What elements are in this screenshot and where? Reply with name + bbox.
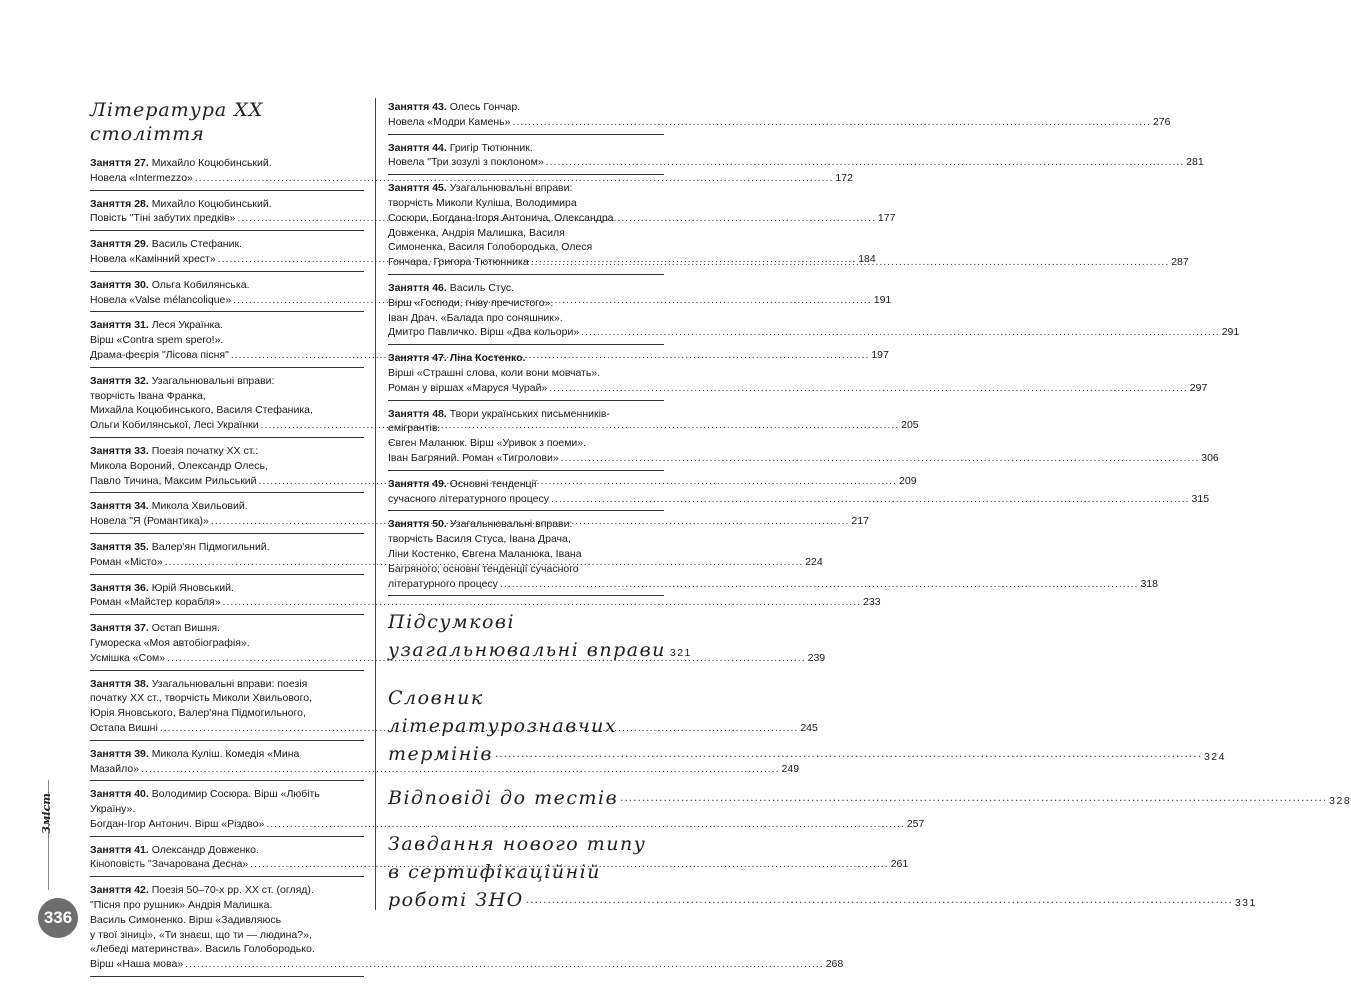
section-title: Література XX століття xyxy=(90,99,264,145)
toc-entry-text xyxy=(388,577,498,592)
toc-entry-text xyxy=(90,389,206,404)
lesson-number: Заняття 29. xyxy=(90,238,149,251)
lesson-title: Ольга Кобилянська. xyxy=(148,278,250,291)
lesson-title: Мазайло» xyxy=(90,762,140,775)
final-section-title: Завдання нового типу xyxy=(388,833,647,856)
toc-entry-line xyxy=(90,540,364,555)
toc-entry-line xyxy=(90,802,364,817)
page-ref: 291 xyxy=(1221,326,1240,339)
lesson-title: літературного процесу xyxy=(388,577,498,590)
final-section[interactable] xyxy=(388,784,1351,818)
lesson-title: у твої зіниці», «Ти знаєш, що ти — людина?», xyxy=(90,928,312,941)
toc-entry-text xyxy=(90,651,165,666)
toc-entry-line xyxy=(388,100,664,115)
lesson-title: Роман «Майстер корабля» xyxy=(90,596,221,609)
toc-entry-text xyxy=(90,817,264,832)
dot-leader xyxy=(546,155,1185,170)
toc-entry-line xyxy=(388,492,1210,507)
toc-entry-text xyxy=(90,374,274,389)
lesson-title: Григір Тютюнник. xyxy=(446,141,533,154)
page-ref: 297 xyxy=(1189,381,1208,394)
toc-entry-line xyxy=(90,459,364,474)
toc-entry-line xyxy=(388,477,664,492)
toc-entry-line xyxy=(388,517,664,532)
final-section-title: літературознавчих xyxy=(388,715,618,738)
final-section-line xyxy=(388,830,664,858)
dot-leader xyxy=(531,255,1170,270)
toc-entry-text xyxy=(90,942,315,957)
final-section-line xyxy=(388,636,692,670)
lesson-title: Сосюри, Богдана-Ігоря Антонича, Олександра xyxy=(388,211,614,224)
lesson-title: Роман «Місто» xyxy=(90,555,163,568)
dot-leader xyxy=(495,740,1202,768)
toc-entry-line xyxy=(90,389,364,404)
toc-entry-text xyxy=(90,348,229,363)
toc-entry-text xyxy=(388,381,547,396)
page-ref: 287 xyxy=(1171,256,1189,269)
toc-entry-line xyxy=(90,691,364,706)
lesson-title: Василь Стус. xyxy=(446,281,515,294)
lesson-number: Заняття 41. xyxy=(90,843,149,856)
toc-entry-line xyxy=(388,366,664,381)
toc-entry-line xyxy=(90,957,844,972)
toc-entry-line xyxy=(388,351,664,366)
lesson-number: Заняття 32. xyxy=(90,374,149,387)
toc-entry-text xyxy=(388,436,586,451)
toc-entry-line xyxy=(388,311,664,326)
page-ref: 209 xyxy=(899,474,917,487)
page-ref: 276 xyxy=(1152,115,1171,128)
toc-entry-line xyxy=(90,156,364,171)
dot-leader xyxy=(581,325,1220,340)
toc-entry-text xyxy=(90,459,268,474)
toc-entry-line xyxy=(388,155,1204,170)
lesson-title: Остапа Вишні xyxy=(90,721,158,734)
toc-entry-line xyxy=(388,281,664,296)
toc-entry-line xyxy=(388,296,664,311)
toc-entry-text xyxy=(90,237,242,252)
toc-entry-text xyxy=(90,581,234,596)
toc-entry-line xyxy=(90,444,364,459)
toc-entry-text xyxy=(388,547,582,562)
lesson-number: Заняття 46. xyxy=(388,281,447,294)
toc-entry-text xyxy=(90,197,272,212)
toc-entry-text xyxy=(90,514,209,529)
lesson-number: Заняття 33. xyxy=(90,444,149,457)
toc-entry-text xyxy=(90,857,248,872)
toc-entry-text xyxy=(90,706,306,721)
lesson-number: Заняття 49. xyxy=(388,477,447,490)
lesson-title: Узагальнювальні вправи: поезія xyxy=(148,677,308,690)
toc-entry-text xyxy=(90,293,231,308)
toc-entry-line xyxy=(90,857,909,872)
toc-entry-line xyxy=(388,211,664,226)
toc-entry-text xyxy=(90,898,272,913)
final-section-line xyxy=(388,608,664,636)
lesson-title: Євген Маланюк. Вірш «Уривок з поеми». xyxy=(388,437,587,450)
toc-entry-text xyxy=(388,181,572,196)
toc-entry-text xyxy=(388,477,537,492)
toc-entry-text xyxy=(90,211,235,226)
toc-entry-text xyxy=(388,325,579,340)
toc-entry-line xyxy=(90,581,364,596)
toc-entry-text xyxy=(388,115,510,130)
page-ref: 324 xyxy=(1203,751,1226,764)
toc-entry-text xyxy=(90,928,312,943)
lesson-number: Заняття 38. xyxy=(90,677,149,690)
lesson-title: Василь Стефаник. xyxy=(148,238,242,251)
page-ref: 224 xyxy=(805,555,823,568)
toc-entry-line xyxy=(90,942,364,957)
lesson-title: Україну». xyxy=(90,803,136,816)
toc-entry-line xyxy=(90,595,881,610)
toc-entry-line xyxy=(90,747,364,762)
toc-entry-line xyxy=(388,141,664,156)
toc-entry-line xyxy=(388,532,664,547)
toc-entry-text xyxy=(90,540,270,555)
lesson-title: емігрантів. xyxy=(388,422,441,435)
toc-entry-text xyxy=(90,418,259,433)
toc-entry-text xyxy=(388,532,571,547)
dot-leader xyxy=(500,577,1139,592)
toc-entry-text xyxy=(90,802,135,817)
page-ref: 184 xyxy=(858,252,876,265)
page-ref: 321 xyxy=(669,647,692,660)
page-ref: 245 xyxy=(800,721,818,734)
final-section-title: Словник xyxy=(388,687,484,710)
lesson-title: Гумореска «Моя автобіографія». xyxy=(90,636,250,649)
lesson-title: «Лебеді материнства». Василь Голобородько. xyxy=(90,943,315,956)
toc-entry-text xyxy=(388,211,614,226)
lesson-title: Ліни Костенко, Євгена Маланюка, Івана xyxy=(388,547,582,560)
toc-entry-line xyxy=(388,451,1219,466)
toc-entry-line xyxy=(90,677,364,692)
toc-entry-text xyxy=(388,407,610,422)
page-ref: 233 xyxy=(863,596,881,609)
side-label: Зміст xyxy=(40,793,53,834)
lesson-title: Микола Хвильовий. xyxy=(148,500,248,513)
lesson-number: Заняття 31. xyxy=(90,319,149,332)
toc-entry-line xyxy=(90,913,364,928)
page-ref: 331 xyxy=(1234,897,1257,910)
lesson-title: Новела "Три зозулі з поклоном» xyxy=(388,156,544,169)
toc-entry[interactable] xyxy=(388,139,1204,176)
toc-entry-text xyxy=(90,595,221,610)
toc-entry-text xyxy=(388,451,559,466)
toc-entry-text xyxy=(90,252,216,267)
toc-entry-line xyxy=(388,436,664,451)
toc-entry-text xyxy=(90,333,223,348)
toc-entry-text xyxy=(90,156,272,171)
toc-entry-text xyxy=(388,100,520,115)
page-ref: 177 xyxy=(877,212,896,225)
lesson-title: Олесь Гончар. xyxy=(446,101,521,113)
final-section-title: роботі ЗНО xyxy=(388,889,524,912)
page-ref: 315 xyxy=(1191,492,1210,505)
lesson-title: Іван Драч. «Балада про соняшник». xyxy=(388,311,563,324)
dot-leader xyxy=(561,451,1200,466)
lesson-title: Довженка, Андрія Малишка, Василя xyxy=(388,226,565,239)
toc-entry-text xyxy=(90,474,257,489)
lesson-number: Заняття 39. xyxy=(90,747,149,760)
page-ref: 172 xyxy=(835,171,853,184)
lesson-title: Новела "Я (Романтика)» xyxy=(90,515,209,528)
toc-entry-text xyxy=(90,957,183,972)
page-ref: 261 xyxy=(890,858,909,871)
toc-entry-line xyxy=(90,499,364,514)
lesson-title: творчість Василя Стуса, Івана Драча, xyxy=(388,533,571,546)
lesson-title: Юрія Яновського, Валер'яна Підмогильного, xyxy=(90,707,306,720)
toc-entry-text xyxy=(388,351,525,366)
toc-entry-text xyxy=(388,366,600,381)
lesson-title: Володимир Сосюра. Вірш «Любіть xyxy=(148,788,320,801)
lesson-title: "Пісня про рушник» Андрія Малишка. xyxy=(90,899,273,912)
lesson-number: Заняття 37. xyxy=(90,622,149,635)
lesson-number: Заняття 30. xyxy=(90,278,149,291)
dot-leader xyxy=(185,957,824,972)
lesson-number: Заняття 44. xyxy=(388,141,447,154)
final-section[interactable] xyxy=(388,608,692,670)
lesson-title: Леся Українка. xyxy=(148,319,224,332)
lesson-title: Павло Тичина, Максим Рильський xyxy=(90,474,257,487)
lesson-number: Заняття 48. xyxy=(388,407,447,420)
toc-entry-text xyxy=(90,787,320,802)
lesson-title: Новела «Камінний хрест» xyxy=(90,252,216,265)
toc-entry-line xyxy=(90,278,364,293)
lesson-title: Микола Вороний, Олександр Олесь, xyxy=(90,459,268,472)
page-number-badge: 336 xyxy=(38,898,78,938)
toc-entry-line xyxy=(388,407,664,422)
toc-entry-text xyxy=(90,677,307,692)
lesson-title: Михайло Коцюбинський. xyxy=(148,157,272,169)
toc-entry-text xyxy=(388,226,565,241)
lesson-title: Вірш «Господи, гніву пречистого». xyxy=(388,296,554,309)
toc-entry-text xyxy=(388,240,592,255)
toc-entry-line xyxy=(90,898,364,913)
final-section-title: Підсумкові xyxy=(388,611,516,634)
lesson-number: Заняття 45. xyxy=(388,182,447,195)
final-section-line xyxy=(388,684,664,712)
toc-entry-text xyxy=(388,421,440,436)
lesson-title: Валер'ян Підмогильний. xyxy=(148,540,270,553)
final-section-line xyxy=(388,712,664,740)
final-section-line xyxy=(388,858,664,886)
lesson-title: Гончара, Григора Тютюнника xyxy=(388,256,529,269)
lesson-title: Основні тенденції xyxy=(446,477,537,490)
toc-entry-line xyxy=(90,843,364,858)
page-ref: 249 xyxy=(781,762,800,775)
toc-entry[interactable] xyxy=(388,98,1171,135)
lesson-title: Вірш «Contra spem spero!». xyxy=(90,334,224,347)
lesson-title: Поезія 50–70-х рр. XX ст. (огляд). xyxy=(148,884,314,897)
lesson-title: Михайла Коцюбинського, Василя Стефаника, xyxy=(90,404,313,417)
dot-leader xyxy=(526,886,1233,914)
lesson-title: Новела «Модри Камень» xyxy=(388,115,511,128)
lesson-title: Узагальнювальні вправи: xyxy=(446,182,573,195)
lesson-title: Богдан-Ігор Антонич. Вірш «Різдво» xyxy=(90,817,265,830)
dot-leader xyxy=(549,381,1188,396)
page-ref: 191 xyxy=(873,293,892,306)
lesson-title: Новела «Intermezzo» xyxy=(90,171,193,184)
final-section-line xyxy=(388,886,1257,920)
lesson-title: Юрій Яновський. xyxy=(148,581,234,594)
lesson-number: Заняття 43. xyxy=(388,101,447,113)
toc-entry-text xyxy=(90,621,220,636)
lesson-number: Заняття 36. xyxy=(90,581,149,594)
lesson-title: Михайло Коцюбинський. xyxy=(148,197,272,210)
page-ref: 318 xyxy=(1140,577,1158,590)
toc-entry-line xyxy=(90,333,364,348)
lesson-number: Заняття 50. xyxy=(388,518,447,531)
toc-entry-line xyxy=(388,226,664,241)
toc-entry-line xyxy=(90,817,925,832)
toc-entry-line xyxy=(90,706,364,721)
toc-entry-text xyxy=(388,517,572,532)
lesson-title: сучасного літературного процесу xyxy=(388,492,549,505)
toc-entry-text xyxy=(388,296,553,311)
page-ref: 328 xyxy=(1329,795,1351,808)
toc-entry-line xyxy=(388,547,664,562)
toc-entry-text xyxy=(388,196,577,211)
toc-entry-line xyxy=(90,762,800,777)
lesson-title: Кіноповість "Зачарована Десна» xyxy=(90,858,249,871)
dot-leader xyxy=(620,784,1327,812)
page-ref: 217 xyxy=(851,515,869,528)
lesson-title: Остап Вишня. xyxy=(148,622,220,635)
lesson-title: Усмішка «Сом» xyxy=(90,651,166,664)
toc-entry-text xyxy=(90,444,258,459)
toc-entry-text xyxy=(90,278,249,293)
lesson-number: Заняття 35. xyxy=(90,540,149,553)
toc-entry-line xyxy=(388,381,1208,396)
final-section-title: термінів xyxy=(388,743,493,766)
lesson-number: Заняття 47. Ліна Костенко. xyxy=(388,352,526,365)
toc-entry-line xyxy=(90,197,364,212)
toc-entry-text xyxy=(90,171,193,186)
toc-entry-text xyxy=(90,843,259,858)
toc-entry-text xyxy=(388,562,579,577)
toc-entry-text xyxy=(388,281,514,296)
page-ref: 197 xyxy=(871,348,889,361)
page-ref: 205 xyxy=(901,419,919,432)
toc-entry-text xyxy=(90,403,313,418)
toc-entry-line xyxy=(90,171,853,186)
toc-entry-text xyxy=(90,747,299,762)
final-section-title: в сертифікаційній xyxy=(388,861,601,884)
dot-leader xyxy=(512,115,1151,130)
page-ref: 306 xyxy=(1201,451,1219,464)
lesson-title: Узагальнювальні вправи: xyxy=(446,518,573,531)
lesson-number: Заняття 28. xyxy=(90,197,149,210)
toc-entry-text xyxy=(90,555,163,570)
lesson-number: Заняття 40. xyxy=(90,788,149,801)
lesson-title: Поезія початку XX ст.: xyxy=(148,444,259,457)
toc-entry-line xyxy=(90,621,364,636)
lesson-title: Твори українських письменників- xyxy=(446,407,610,420)
toc-entry-line xyxy=(388,240,664,255)
lesson-number: Заняття 42. xyxy=(90,884,149,897)
lesson-title: Повість "Тіні забутих предків» xyxy=(90,212,236,225)
toc-entry-text xyxy=(388,141,533,156)
lesson-title: творчість Івана Франка, xyxy=(90,389,206,402)
final-section-line xyxy=(388,784,1351,818)
toc-entry-text xyxy=(90,883,314,898)
toc-entry-text xyxy=(90,691,312,706)
toc-entry-line xyxy=(90,787,364,802)
toc-entry-line xyxy=(388,115,1171,130)
toc-entry-line xyxy=(388,181,664,196)
final-section-title: узагальнювальні вправи xyxy=(388,639,666,662)
toc-entry-line xyxy=(90,403,364,418)
toc-entry-line xyxy=(388,196,664,211)
toc-entry-line xyxy=(90,318,364,333)
toc-entry-line xyxy=(388,562,664,577)
lesson-title: Вірш «Наша мова» xyxy=(90,958,184,971)
toc-entry-text xyxy=(388,311,563,326)
toc-entry-line xyxy=(90,374,364,389)
toc-entry-text xyxy=(90,636,250,651)
lesson-title: Іван Багряний. Роман «Тигролови» xyxy=(388,451,559,464)
toc-entry-text xyxy=(90,318,223,333)
toc-entry-line xyxy=(90,883,364,898)
toc-entry-text xyxy=(388,492,549,507)
lesson-title: Микола Куліш. Комедія «Мина xyxy=(148,747,300,760)
lesson-title: Драма-феєрія "Лісова пісня" xyxy=(90,348,229,361)
lesson-title: Новела «Valse mélancolique» xyxy=(90,293,232,306)
page-ref: 281 xyxy=(1186,156,1204,169)
lesson-title: Узагальнювальні вправи: xyxy=(148,374,275,387)
toc-entry-text xyxy=(90,762,139,777)
toc-entry-text xyxy=(90,721,158,736)
lesson-title: Василь Симоненко. Вірш «Задивляюсь xyxy=(90,913,282,926)
toc-entry-line xyxy=(388,577,1158,592)
lesson-title: Олександр Довженко. xyxy=(148,843,259,856)
toc-entry-line xyxy=(90,636,364,651)
toc-entry-text xyxy=(388,155,544,170)
lesson-title: Вірші «Страшні слова, коли вони мовчать». xyxy=(388,366,601,379)
final-section-title: Відповіді до тестів xyxy=(388,787,619,810)
lesson-title: Симоненка, Василя Голобородька, Олеся xyxy=(388,241,593,254)
lesson-title: Роман у віршах «Маруся Чурай» xyxy=(388,381,548,394)
page-ref: 239 xyxy=(807,651,826,664)
toc-entry-line xyxy=(90,237,364,252)
toc-entry-line xyxy=(388,421,664,436)
toc-entry-line xyxy=(90,928,364,943)
lesson-number: Заняття 27. xyxy=(90,157,149,169)
lesson-number: Заняття 34. xyxy=(90,500,149,513)
toc-entry-text xyxy=(90,913,281,928)
toc-entry-line xyxy=(388,325,1240,340)
toc-entry-text xyxy=(90,499,248,514)
lesson-title: Багряного; основні тенденції сучасного xyxy=(388,562,579,575)
page-ref: 268 xyxy=(825,958,844,971)
toc-entry-text xyxy=(388,255,529,270)
lesson-title: Ольги Кобилянської, Лесі Українки xyxy=(90,419,259,432)
lesson-title: Дмитро Павличко. Вірш «Два кольори» xyxy=(388,326,580,339)
dot-leader xyxy=(551,492,1190,507)
page-ref: 257 xyxy=(906,817,925,830)
lesson-title: творчість Миколи Куліша, Володимира xyxy=(388,196,577,209)
lesson-title: початку XX ст., творчість Миколи Хвильового, xyxy=(90,692,312,705)
